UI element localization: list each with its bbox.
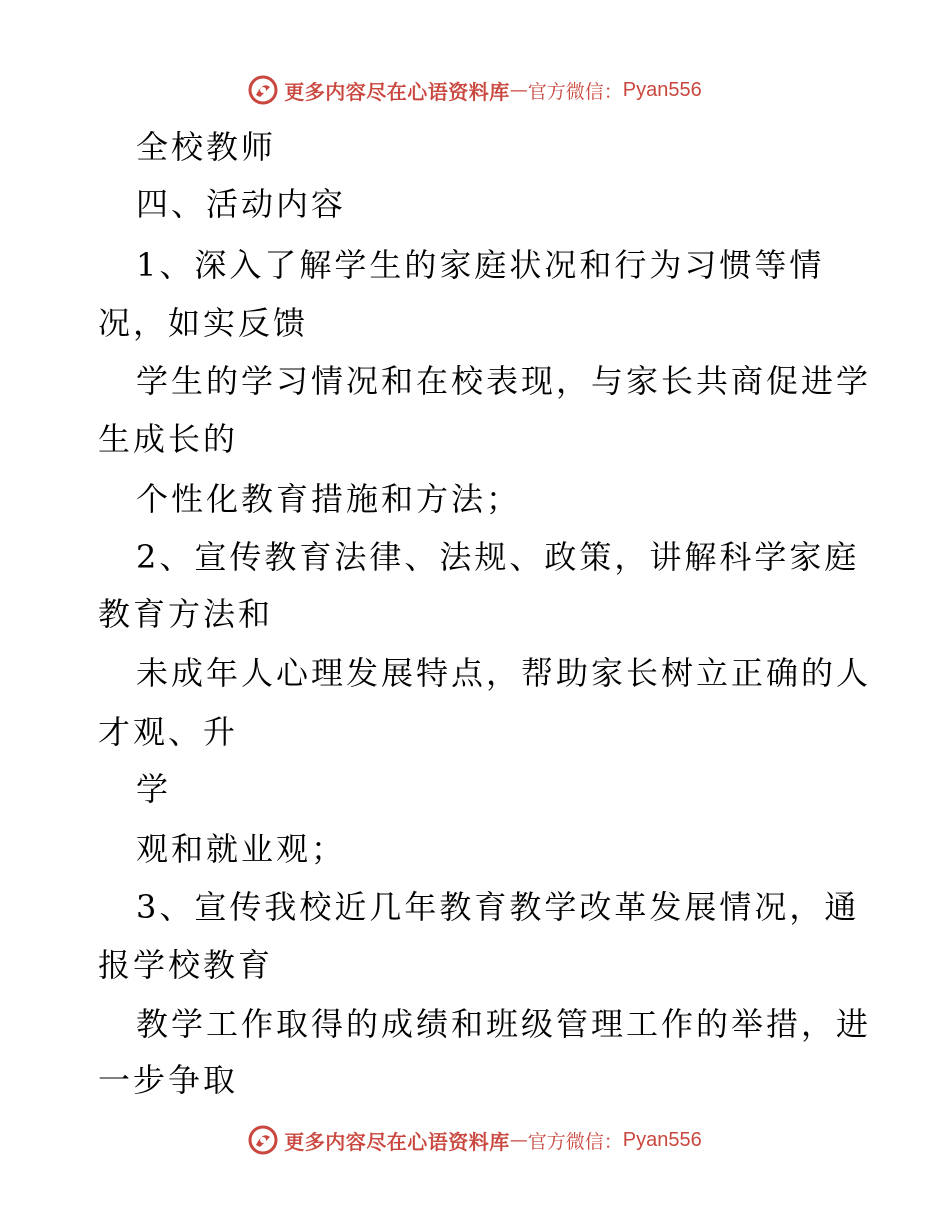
- red-swirl-logo-icon: [248, 75, 278, 105]
- body-line: 未成年人心理发展特点，帮助家长树立正确的人: [136, 654, 872, 692]
- body-line: 个性化教育措施和方法；: [136, 480, 522, 518]
- banner-text: 更多内容尽在心语资料库: [284, 1129, 510, 1154]
- banner-wechat-label: 官方微信：: [527, 1130, 623, 1153]
- header-watermark-banner: [0, 70, 950, 110]
- body-line: 生成长的: [98, 420, 239, 458]
- body-line: 3、宣传我校近几年教育教学改革发展情况，通: [136, 888, 860, 926]
- body-line: 才观、升: [98, 713, 239, 751]
- body-line: 教育方法和: [98, 595, 274, 633]
- banner-separator: —: [509, 79, 528, 101]
- banner-separator: —: [509, 1129, 528, 1151]
- body-line: 况，如实反馈: [98, 304, 309, 342]
- body-line: 观和就业观；: [136, 830, 347, 868]
- body-line: 学生的学习情况和在校表现，与家长共商促进学: [136, 362, 872, 400]
- body-line: 学: [136, 770, 172, 808]
- banner-wechat-id: Pyan556: [622, 78, 702, 101]
- body-line: 教学工作取得的成绩和班级管理工作的举措，进: [136, 1005, 872, 1043]
- section-heading: 四、活动内容: [136, 185, 347, 223]
- banner-wechat-label: 官方微信：: [527, 80, 623, 103]
- banner-text: 更多内容尽在心语资料库: [284, 79, 510, 104]
- footer-watermark-banner: [0, 1120, 950, 1160]
- body-line: 报学校教育: [98, 946, 274, 984]
- banner-wechat-id: Pyan556: [622, 1128, 702, 1151]
- body-line: 一步争取: [98, 1061, 239, 1099]
- body-line: 全校教师: [136, 128, 277, 166]
- body-line: 2、宣传教育法律、法规、政策，讲解科学家庭: [136, 538, 860, 576]
- red-swirl-logo-icon: [248, 1125, 278, 1155]
- body-line: 1、深入了解学生的家庭状况和行为习惯等情: [136, 246, 825, 284]
